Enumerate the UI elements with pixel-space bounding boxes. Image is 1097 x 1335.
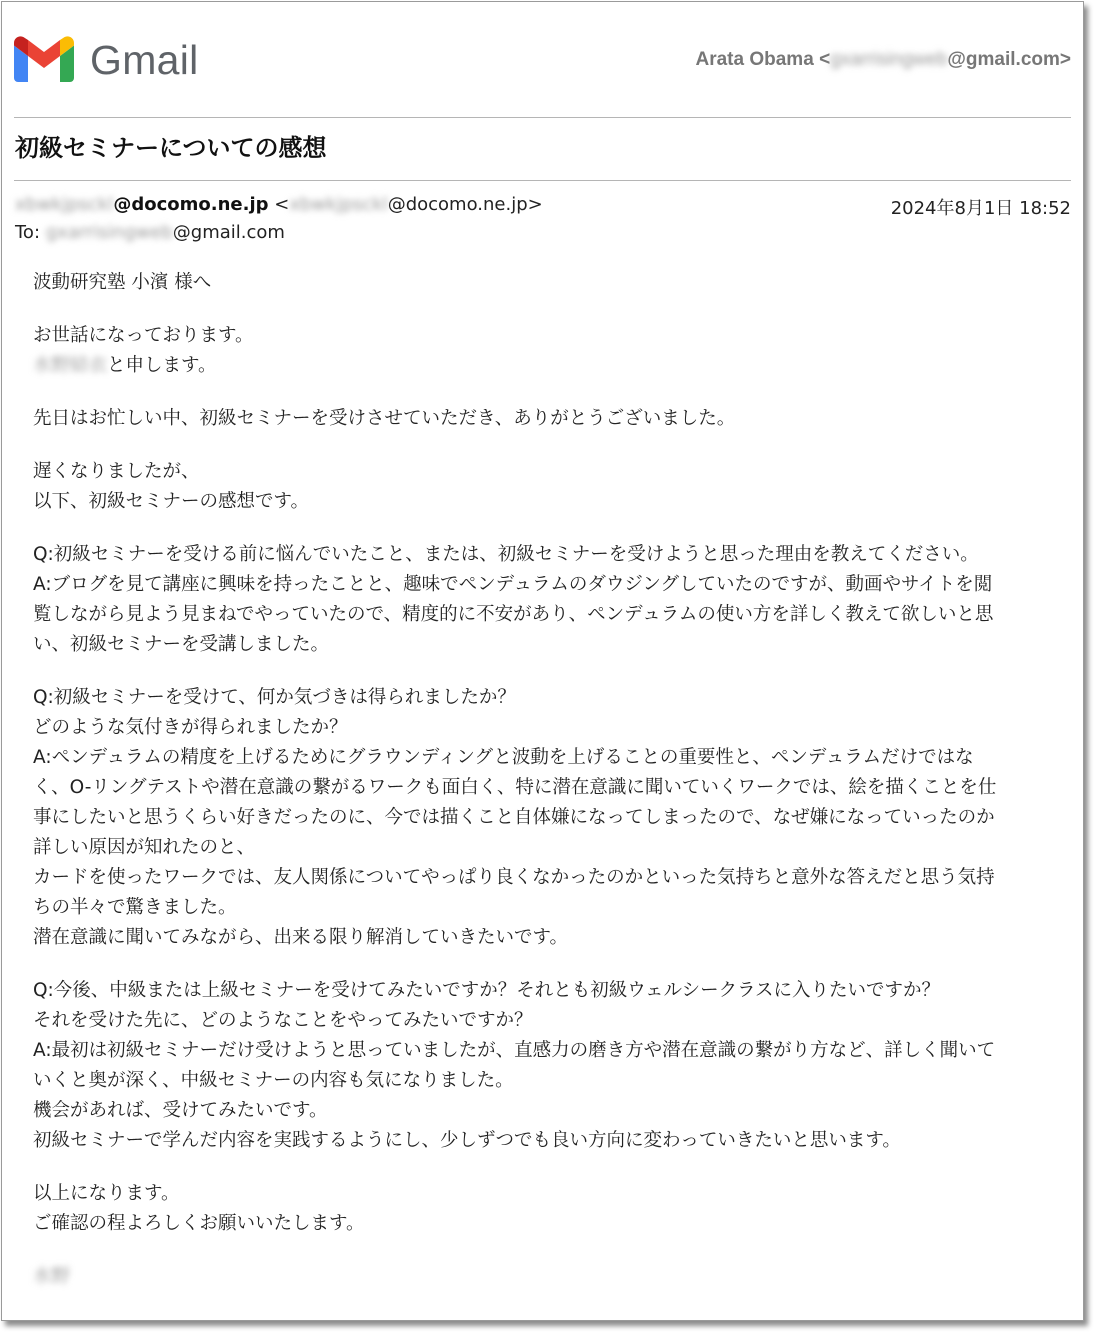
intro-line-2: [33, 351, 1063, 381]
sender-addr-domain: @docomo.ne.jp>: [387, 194, 543, 215]
question-3-line-1: Q:今後、中級または上級セミナーを受けてみたいですか？それとも初級ウェルシークラスに入りたいですか？: [33, 980, 941, 1001]
answer-2-line-5: カードを使ったワークでは、友人関係についてやっぱり良くなかったのかといった気持ちと意外な答えだと思う気持: [33, 867, 995, 888]
question-3-line-2: それを受けた先に、どのようなことをやってみたいですか？: [33, 1010, 533, 1031]
intro-line-2-text: と申します。: [107, 355, 217, 376]
message-body: [33, 268, 1063, 1315]
recipient-redacted: gxarrisingweb: [45, 222, 173, 243]
greeting-line: 波動研究塾 小濱 様へ: [33, 272, 212, 293]
question-1: Q:初級セミナーを受ける前に悩んでいたこと、または、初級セミナーを受けようと思った理由を教えてください。: [33, 544, 979, 565]
sender-addr-redacted: xbwkjpsckl: [289, 194, 388, 215]
account-name: Arata Obama: [695, 49, 814, 70]
answer-3-line-2: いくと奥が深く、中級セミナーの内容も気になりました。: [33, 1070, 514, 1091]
answer-2-line-4: 詳しい原因が知れたのと、: [33, 837, 256, 858]
account-email-domain: @gmail.com>: [947, 49, 1071, 70]
print-header: [2, 2, 1083, 118]
subject-divider: [14, 180, 1071, 181]
greeting-paragraph: [33, 268, 1063, 298]
signature-redacted: 水野: [33, 1266, 71, 1287]
to-label: To:: [15, 222, 46, 243]
thanks-paragraph: [33, 404, 1063, 434]
closing-line-2: ご確認の程よろしくお願いいたします。: [33, 1213, 365, 1234]
email-subject: 初級セミナーについての感想: [15, 134, 327, 162]
intro-line-1: お世話になっております。: [33, 325, 254, 346]
qa-1: [33, 540, 1063, 660]
answer-2-line-6: ちの半々で驚きました。: [33, 897, 237, 918]
qa-3: [33, 976, 1063, 1156]
late-line-1: 遅くなりましたが、: [33, 461, 200, 482]
closing-line-1: 以上になります。: [33, 1183, 180, 1204]
answer-3-line-4: 初級セミナーで学んだ内容を実践するようにし、少しずつでも良い方向に変わっていきたいと思います。: [33, 1130, 901, 1151]
account-identity: [696, 49, 1072, 71]
answer-2-line-2: く、O-リングテストや潜在意識の繋がるワークも面白く、特に潜在意識に聞いていくワークでは、絵を描くことを仕: [33, 777, 997, 798]
email-print-page: [1, 1, 1084, 1321]
header-divider: [14, 117, 1071, 118]
account-email-open: <: [819, 49, 831, 70]
late-line-2: 以下、初級セミナーの感想です。: [33, 491, 310, 512]
account-email-redacted: gxarrisingweb: [830, 49, 948, 70]
message-date: 2024年8月1日 18:52: [890, 198, 1071, 219]
late-paragraph: [33, 457, 1063, 517]
sender-line: [15, 194, 543, 215]
signature-paragraph: [33, 1262, 1063, 1292]
answer-1-line-1: A:ブログを見て講座に興味を持ったことと、趣味でペンデュラムのダウジングしていたのですが、動画やサイトを閲: [33, 574, 993, 595]
question-2-line-2: どのような気付きが得られましたか？: [33, 717, 348, 738]
sender-name-redacted: xbwkjpsckl: [15, 194, 114, 215]
signature-line: [33, 1262, 1063, 1292]
thanks-line: 先日はお忙しい中、初級セミナーを受けさせていただき、ありがとうございました。: [33, 408, 736, 429]
answer-2-line-1: A:ペンデュラムの精度を上げるためにグラウンディングと波動を上げることの重要性と、ペンデュラムだけではな: [33, 747, 974, 768]
answer-3-line-1: A:最初は初級セミナーだけ受けようと思っていましたが、直感力の磨き方や潜在意識の繋がり方など、詳しく聞いて: [33, 1040, 996, 1061]
sender-self-name-redacted: 水野結衣: [33, 355, 108, 376]
sender-name-domain: @docomo.ne.jp: [113, 194, 269, 215]
recipient-domain: @gmail.com: [172, 222, 285, 243]
answer-1-line-2: 覧しながら見よう見まねでやっていたので、精度的に不安があり、ペンデュラムの使い方を詳しく教えて欲しいと思: [33, 604, 994, 625]
qa-2: [33, 683, 1063, 953]
answer-2-line-3: 事にしたいと思うくらい好きだったのに、今では描くこと自体嫌になってしまったので、なぜ嫌になっていったのか: [33, 807, 995, 828]
gmail-logo-icon: [14, 36, 74, 82]
gmail-wordmark: Gmail: [90, 37, 199, 83]
answer-2-line-7: 潜在意識に聞いてみながら、出来る限り解消していきたいです。: [33, 927, 569, 948]
sender-name: [15, 194, 269, 215]
closing-paragraph: [33, 1179, 1063, 1239]
question-2-line-1: Q:初級セミナーを受けて、何か気づきは得られましたか？: [33, 687, 516, 708]
intro-paragraph: [33, 321, 1063, 381]
answer-1-line-3: い、初級セミナーを受講しました。: [33, 634, 330, 655]
sender-addr-open: <: [268, 194, 290, 215]
answer-3-line-3: 機会があれば、受けてみたいです。: [33, 1100, 328, 1121]
recipient-line: [15, 222, 285, 243]
